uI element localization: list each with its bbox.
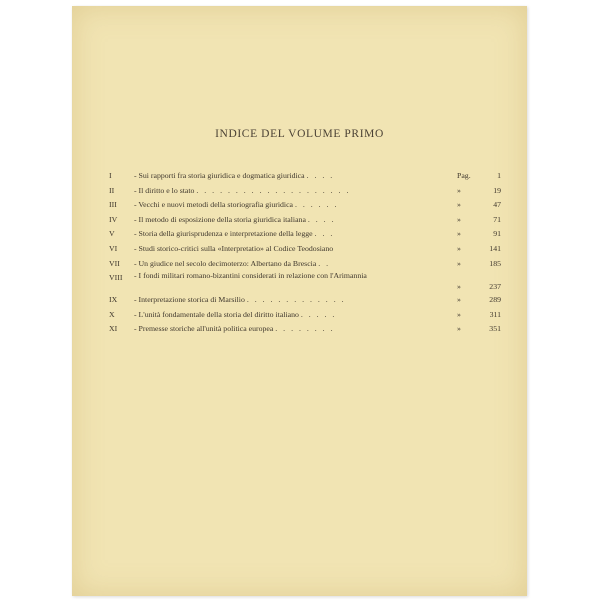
entry-page: » 141: [457, 243, 501, 253]
toc-entry: [109, 309, 501, 324]
entry-title: - Vecchi e nuovi metodi della storiografia giuridica . . . . . .: [134, 200, 339, 210]
page-title: INDICE DEL VOLUME PRIMO: [215, 128, 384, 140]
entry-title: - Interpretazione storica di Marsilio . . . . . . . . . . . . .: [134, 295, 346, 305]
entry-page: » 71: [457, 214, 501, 224]
entry-number: VI: [109, 243, 118, 253]
entry-title: - L'unità fondamentale della storia del diritto italiano . . . . .: [134, 309, 337, 319]
entry-page: » 237: [457, 282, 501, 292]
entry-number: IV: [109, 214, 118, 224]
entry-number: VII: [109, 258, 120, 268]
entry-title: - Premesse storiche all'unità politica europea . . . . . . . .: [134, 324, 335, 334]
entry-title: - I fondi militari romano-bizantini considerati in relazione con l'Arimannia: [134, 271, 367, 281]
entry-page: » 185: [457, 258, 501, 268]
entry-page: Pag. 1: [457, 171, 501, 180]
toc-entry: [109, 199, 501, 214]
entry-number: X: [109, 309, 115, 319]
book-page: [72, 6, 527, 596]
entry-page: » 19: [457, 185, 501, 195]
entry-number: V: [109, 229, 115, 239]
entry-page: » 47: [457, 200, 501, 210]
entry-title: - Studi storico-critici sulla «Interpretatio» al Codice Teodosiano: [134, 243, 334, 253]
entry-number: II: [109, 185, 115, 195]
toc-entry: [109, 323, 501, 338]
entry-title: - Il diritto e lo stato . . . . . . . . . . . . . . . . . . . .: [134, 185, 351, 195]
toc-entry: [109, 214, 501, 229]
toc-entry: [109, 243, 501, 258]
toc-entry: [109, 272, 501, 294]
toc-entry: [109, 258, 501, 273]
entry-title: - Il metodo di esposizione della storia giuridica italiana . . . .: [134, 214, 336, 224]
entry-page: » 311: [457, 309, 501, 319]
toc-entry: [109, 228, 501, 243]
entry-title: - Un giudice nel secolo decimoterzo: Albertano da Brescia . .: [134, 258, 331, 268]
entry-title: - Storia della giurisprudenza e interpretazione della legge . . .: [134, 229, 335, 239]
entry-number: III: [109, 200, 117, 210]
toc-entry: [109, 185, 501, 200]
toc-entry: [109, 294, 501, 309]
entry-number: IX: [109, 295, 118, 305]
entry-page: » 91: [457, 229, 501, 239]
table-of-contents: [109, 170, 501, 338]
toc-entry: [109, 170, 501, 185]
entry-page: » 351: [457, 324, 501, 334]
entry-number: I: [109, 171, 112, 180]
entry-page: » 289: [457, 295, 501, 305]
entry-number: VIII: [109, 273, 123, 283]
entry-number: XI: [109, 324, 118, 334]
entry-title: - Sui rapporti fra storia giuridica e dogmatica giuridica . . . .: [134, 171, 335, 180]
